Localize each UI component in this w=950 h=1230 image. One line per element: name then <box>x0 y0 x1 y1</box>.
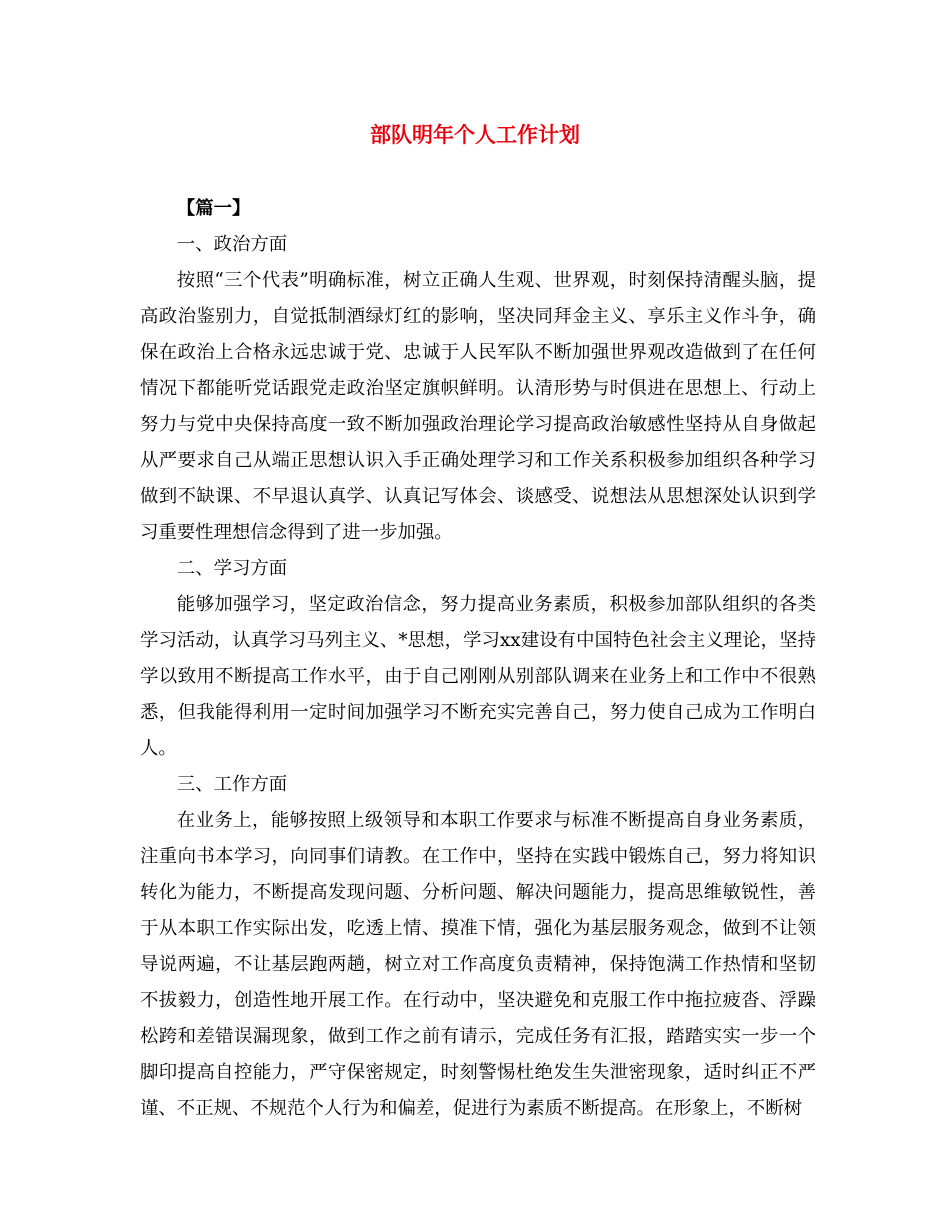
section-paragraph-study: 能够加强学习，坚定政治信念，努力提高业务素质，积极参加部队组织的各类学习活动，认真学习马列主义、*思想，学习xx建设有中国特色社会主义理论，坚持学以致用不断提高工作水平，由于自己刚刚从别部队调来在业务上和工作中不很熟悉，但我能得利用一定时间加强学习不断充实完善自己，努力使自己成为工作明白人。 <box>140 594 816 759</box>
section-heading-work: 三、工作方面 <box>176 774 288 795</box>
part-label: 【篇一】 <box>176 198 251 219</box>
section-paragraph-politics: 按照“三个代表”明确标准，树立正确人生观、世界观，时刻保持清醒头脑，提高政治鉴别力，自觉抵制酒绿灯红的影响，坚决同拜金主义、享乐主义作斗争，确保在政治上合格永远忠诚于党、忠诚于人民军队不断加强世界观改造做到了在任何情况下都能听党话跟党走政治坚定旗帜鲜明。认清形势与时俱进在思想上、行动上努力与党中央保持高度一致不断加强政治理论学习提高政治敏感性坚持从自身做起从严要求自己从端正思想认识入手正确处理学习和工作关系积极参加组织各种学习做到不缺课、不早退认真学、认真记写体会、谈感受、说想法从思想深处认识到学习重要性理想信念得到了进一步加强。 <box>140 270 816 543</box>
section-heading-politics: 一、政治方面 <box>176 234 288 255</box>
document-body <box>140 191 816 1127</box>
document-title: 部队明年个人工作计划 <box>370 122 580 147</box>
section-heading-study: 二、学习方面 <box>176 558 288 579</box>
section-paragraph-work: 在业务上，能够按照上级领导和本职工作要求与标准不断提高自身业务素质，注重向书本学习，向同事们请教。在工作中，坚持在实践中锻炼自己，努力将知识转化为能力，不断提高发现问题、分析问题、解决问题能力，提高思维敏锐性，善于从本职工作实际出发，吃透上情、摸准下情，强化为基层服务观念，做到不让领导说两遍，不让基层跑两趟，树立对工作高度负责精神，保持饱满工作热情和坚韧不拔毅力，创造性地开展工作。在行动中，坚决避免和克服工作中拖拉疲沓、浮躁松跨和差错误漏现象，做到工作之前有请示，完成任务有汇报，踏踏实实一步一个脚印提高自控能力，严守保密规定，时刻警惕杜绝发生失泄密现象，适时纠正不严谨、不正规、不规范个人行为和偏差，促进行为素质不断提高。在形象上，不断树 <box>140 810 816 1119</box>
